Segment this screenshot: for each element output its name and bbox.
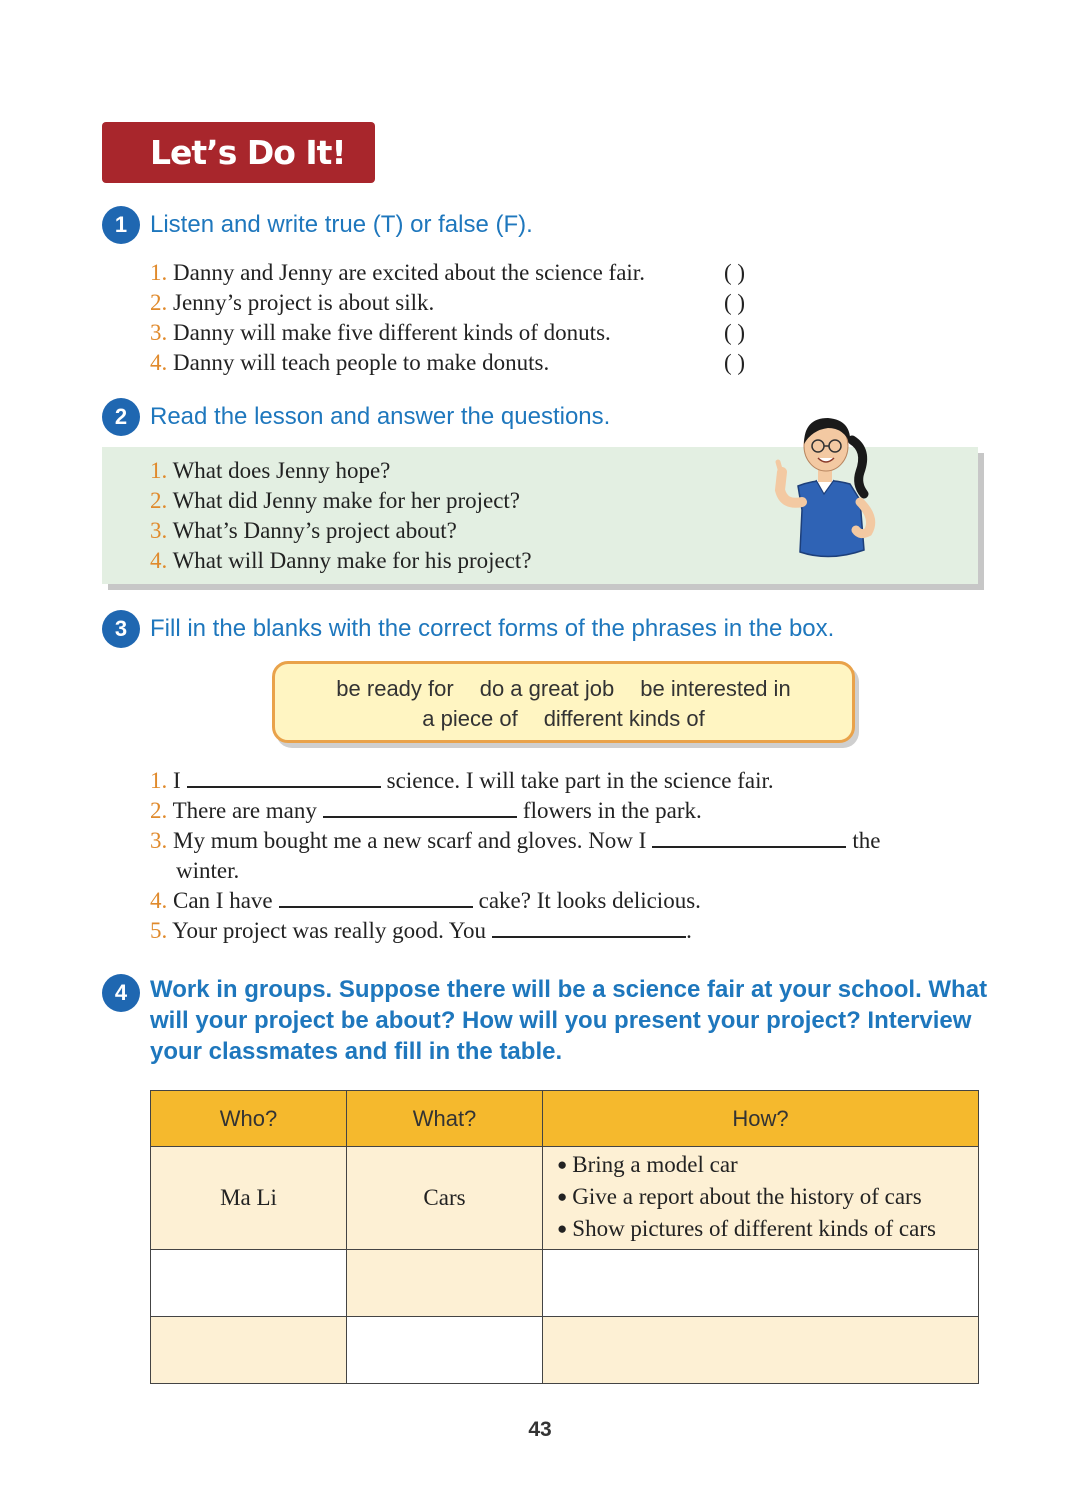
section-number-badge: 3	[102, 610, 140, 648]
section-number-badge: 4	[102, 974, 140, 1012]
page-number: 43	[528, 1418, 552, 1441]
empty-cell[interactable]	[347, 1250, 543, 1317]
table-row	[151, 1317, 979, 1384]
list-item: 5. Your project was really good. You .	[150, 918, 692, 943]
phrase-line-2: a piece of different kinds of	[422, 706, 705, 731]
section-number-badge: 2	[102, 398, 140, 436]
section-2-title: Read the lesson and answer the questions.	[150, 403, 611, 430]
section-3-list	[150, 766, 880, 946]
how-item: ● Bring a model car	[557, 1150, 978, 1182]
list-item: 2. What did Jenny make for her project?	[150, 488, 521, 513]
list-item: 2. There are many flowers in the park.	[150, 798, 702, 823]
fill-blank[interactable]	[279, 886, 473, 908]
section-number-badge: 1	[102, 206, 140, 244]
empty-cell[interactable]	[347, 1317, 543, 1384]
phrase-box	[272, 661, 855, 743]
cell-who: Ma Li	[151, 1147, 347, 1250]
table-header-how: How?	[543, 1091, 979, 1147]
list-item: 3. Danny will make five different kinds of donuts. ( )	[150, 318, 645, 348]
answer-parentheses[interactable]: ( )	[724, 290, 746, 315]
how-item: ● Show pictures of different kinds of cars	[557, 1214, 978, 1246]
table-header-who: Who?	[151, 1091, 347, 1147]
fill-blank[interactable]	[187, 766, 381, 788]
list-item: 1. Danny and Jenny are excited about the science fair. ( )	[150, 258, 645, 288]
cell-how	[543, 1147, 979, 1250]
empty-cell[interactable]	[543, 1317, 979, 1384]
fill-blank[interactable]	[652, 826, 846, 848]
list-item: 2. Jenny’s project is about silk. ( )	[150, 288, 645, 318]
answer-parentheses[interactable]: ( )	[724, 260, 746, 285]
section-3-heading	[102, 610, 834, 648]
table-row	[151, 1147, 979, 1250]
list-item: 4. Can I have cake? It looks delicious.	[150, 888, 701, 913]
answer-parentheses[interactable]: ( )	[724, 350, 746, 375]
section-1-heading	[102, 206, 533, 244]
empty-cell[interactable]	[543, 1250, 979, 1317]
empty-cell[interactable]	[151, 1317, 347, 1384]
list-item: 3. My mum bought me a new scarf and gloves. Now I the	[150, 828, 881, 853]
interview-table	[150, 1090, 979, 1384]
table-row	[151, 1250, 979, 1317]
section-4-title: Work in groups. Suppose there will be a science fair at your school. What will your project be about? How will you present your project? Interview your classmates and fill in the table.	[150, 976, 988, 1065]
jenny-illustration	[760, 410, 890, 570]
section-1-list	[150, 258, 746, 378]
list-item: 3. What’s Danny’s project about?	[150, 518, 457, 543]
section-2-heading	[102, 398, 610, 436]
cell-what: Cars	[347, 1147, 543, 1250]
fill-blank[interactable]	[492, 916, 686, 938]
table-header-what: What?	[347, 1091, 543, 1147]
lets-do-it-banner: Let’s Do It!	[102, 122, 375, 183]
list-item: 4. Danny will teach people to make donuts. ( )	[150, 348, 645, 378]
answer-parentheses[interactable]: ( )	[724, 320, 746, 345]
section-3-title: Fill in the blanks with the correct forms of the phrases in the box.	[150, 615, 835, 642]
list-item-continuation: winter.	[176, 858, 240, 883]
section-2-list	[150, 456, 532, 576]
how-item: ● Give a report about the history of cars	[557, 1182, 978, 1214]
fill-blank[interactable]	[323, 796, 517, 818]
list-item: 1. I science. I will take part in the science fair.	[150, 768, 774, 793]
list-item: 4. What will Danny make for his project?	[150, 548, 532, 573]
section-1-title: Listen and write true (T) or false (F).	[150, 211, 533, 238]
phrase-line-1: be ready for do a great job be interested in	[336, 676, 791, 701]
list-item: 1. What does Jenny hope?	[150, 458, 391, 483]
empty-cell[interactable]	[151, 1250, 347, 1317]
